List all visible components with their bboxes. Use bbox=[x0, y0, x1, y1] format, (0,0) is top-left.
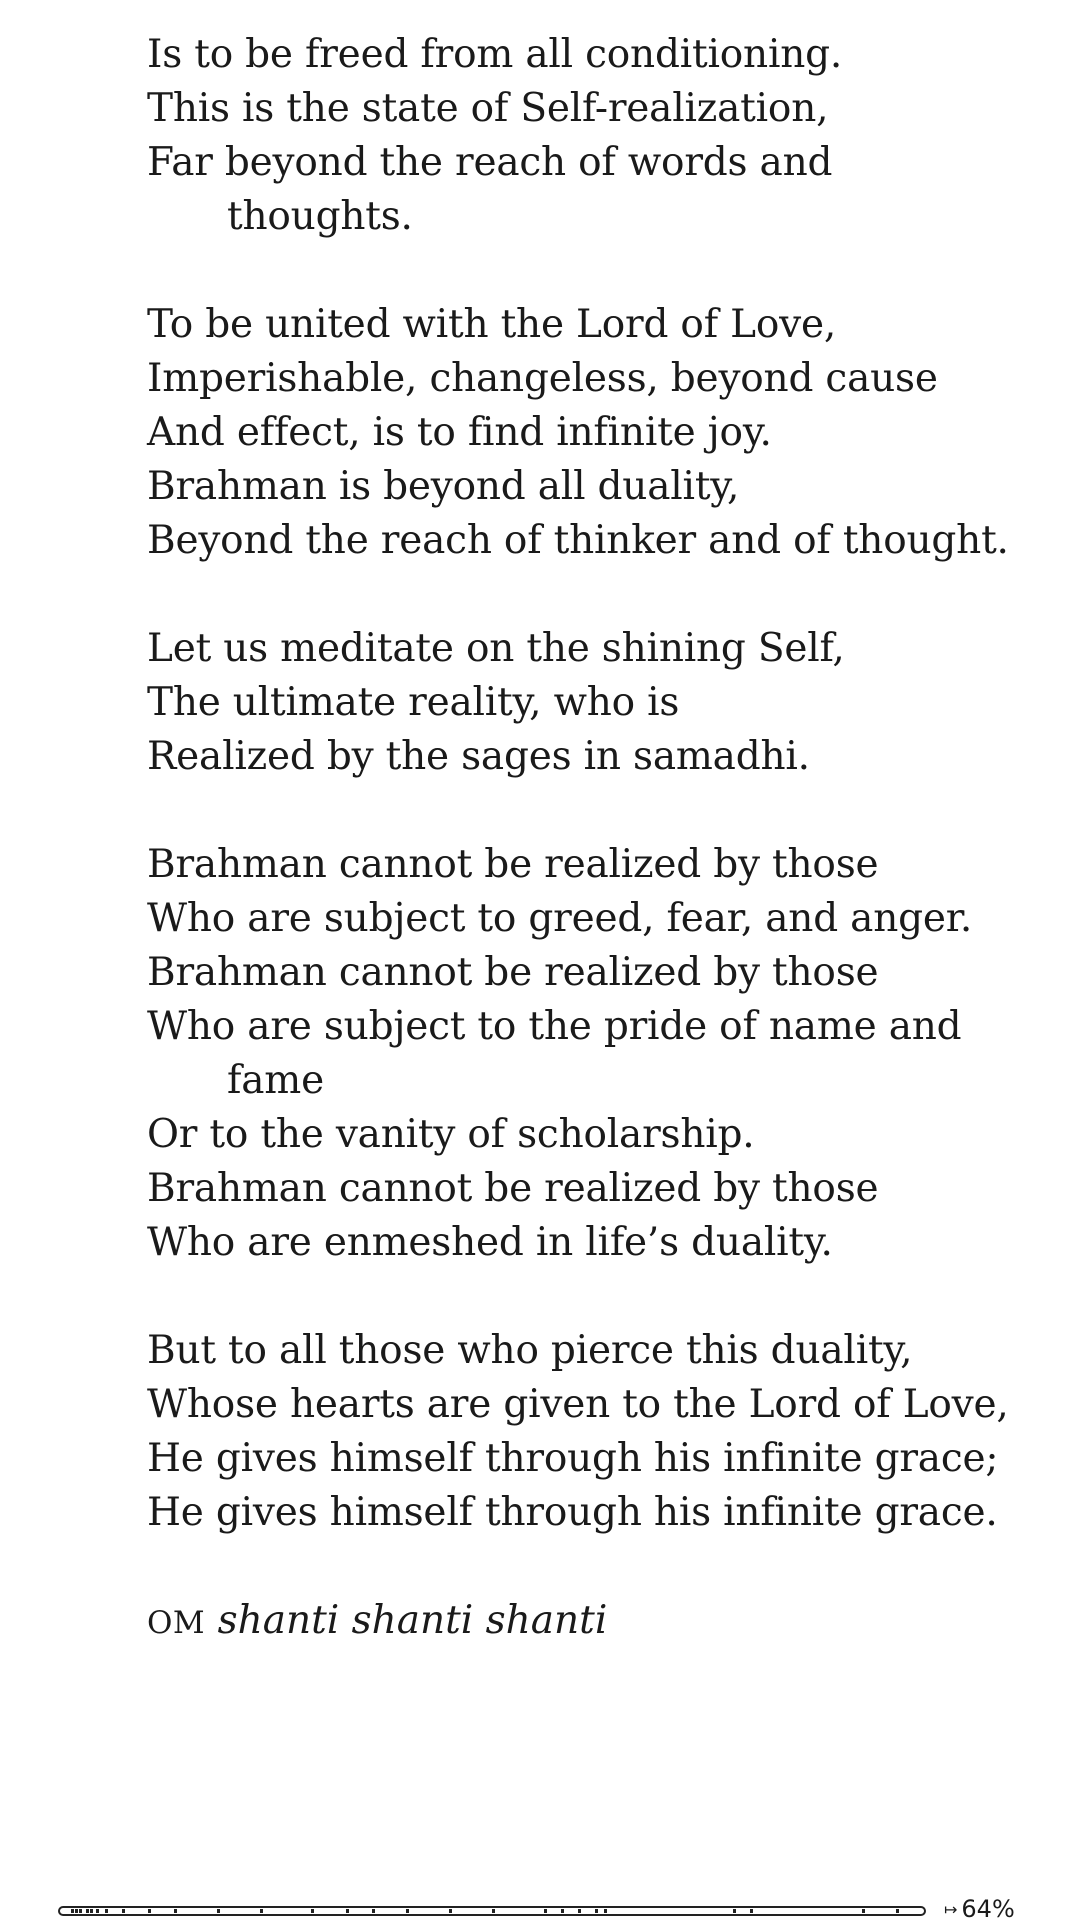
chapter-tick bbox=[311, 1909, 314, 1913]
chapter-tick bbox=[217, 1909, 220, 1913]
poem-line: This is the state of Self-realization, bbox=[147, 86, 829, 131]
chapter-tick bbox=[595, 1909, 598, 1913]
chapter-tick bbox=[105, 1909, 108, 1913]
poem-line: And effect, is to find infinite joy. bbox=[147, 410, 772, 455]
stanza bbox=[147, 838, 1007, 1270]
chapter-tick bbox=[148, 1909, 151, 1913]
chapter-tick bbox=[561, 1909, 564, 1913]
poem-line: He gives himself through his infinite grace. bbox=[147, 1490, 998, 1535]
chapter-tick bbox=[75, 1909, 78, 1913]
poem-line: Who are subject to the pride of name and bbox=[147, 1004, 962, 1049]
poem-line: The ultimate reality, who is bbox=[147, 680, 680, 725]
chapter-tick bbox=[260, 1909, 263, 1913]
poem-line: Who are enmeshed in life’s duality. bbox=[147, 1220, 833, 1265]
poem-line: Is to be freed from all conditioning. bbox=[147, 32, 843, 77]
chapter-tick bbox=[122, 1909, 125, 1913]
poem-line: Or to the vanity of scholarship. bbox=[147, 1112, 755, 1157]
chapter-tick bbox=[79, 1909, 82, 1913]
progress-percent bbox=[944, 1895, 1015, 1923]
chapter-tick bbox=[862, 1909, 865, 1913]
chapter-tick bbox=[372, 1909, 375, 1913]
om-text: OM bbox=[147, 1605, 206, 1641]
chapter-tick bbox=[449, 1909, 452, 1913]
chapter-tick bbox=[750, 1909, 753, 1913]
stanza bbox=[147, 28, 1007, 244]
poem-line: But to all those who pierce this duality, bbox=[147, 1328, 913, 1373]
chapter-tick bbox=[544, 1909, 547, 1913]
shanti-text: shanti shanti shanti bbox=[217, 1598, 608, 1643]
stanza bbox=[147, 298, 1007, 568]
reading-progress-bar[interactable] bbox=[58, 1906, 928, 1918]
chapter-tick bbox=[174, 1909, 177, 1913]
poem-line: fame bbox=[227, 1058, 324, 1103]
poem-line: To be united with the Lord of Love, bbox=[147, 302, 837, 347]
progress-percent-label: 64% bbox=[961, 1895, 1015, 1923]
chapter-tick bbox=[90, 1909, 93, 1913]
poem-line: Brahman is beyond all duality, bbox=[147, 464, 740, 509]
chapter-tick bbox=[578, 1909, 581, 1913]
poem-line: Whose hearts are given to the Lord of Love, bbox=[147, 1382, 1009, 1427]
poem-line: Brahman cannot be realized by those bbox=[147, 842, 879, 887]
chapter-tick bbox=[406, 1909, 409, 1913]
poem-line: Brahman cannot be realized by those bbox=[147, 950, 879, 995]
chapter-tick bbox=[733, 1909, 736, 1913]
poem-line: Beyond the reach of thinker and of thought. bbox=[147, 518, 1009, 563]
poem-line: Realized by the sages in samadhi. bbox=[147, 734, 810, 779]
poem-line: thoughts. bbox=[227, 194, 413, 239]
closing-line bbox=[147, 1594, 1007, 1650]
chapter-tick bbox=[346, 1909, 349, 1913]
chapter-tick bbox=[71, 1909, 74, 1913]
go-to-position-icon[interactable]: ↦ bbox=[944, 1900, 958, 1919]
poem-line: Imperishable, changeless, beyond cause bbox=[147, 356, 938, 401]
reader-page bbox=[147, 28, 1007, 1650]
stanza bbox=[147, 622, 1007, 784]
stanza bbox=[147, 1324, 1007, 1540]
chapter-tick bbox=[604, 1909, 607, 1913]
chapter-tick bbox=[96, 1909, 99, 1913]
chapter-tick bbox=[896, 1909, 899, 1913]
poem-line: He gives himself through his infinite grace; bbox=[147, 1436, 999, 1481]
poem-body bbox=[147, 28, 1007, 1540]
chapter-tick bbox=[492, 1909, 495, 1913]
poem-line: Who are subject to greed, fear, and anger. bbox=[147, 896, 973, 941]
poem-line: Let us meditate on the shining Self, bbox=[147, 626, 845, 671]
poem-line: Far beyond the reach of words and bbox=[147, 140, 833, 185]
poem-line: Brahman cannot be realized by those bbox=[147, 1166, 879, 1211]
